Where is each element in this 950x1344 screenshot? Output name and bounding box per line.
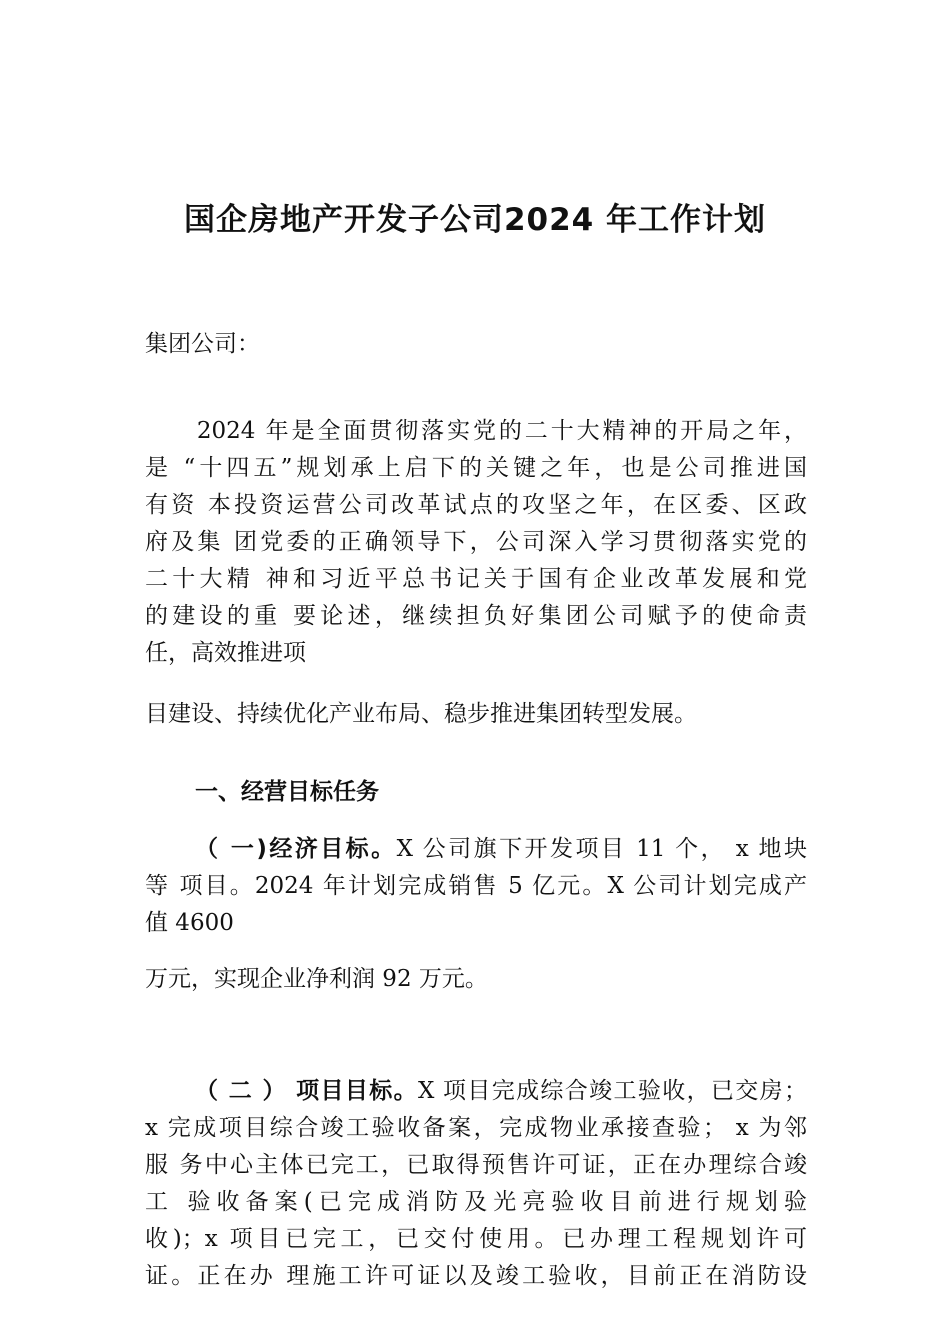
salutation: 集团公司： bbox=[145, 331, 260, 357]
para2-label: （ 二 ） 项目目标。 bbox=[195, 1078, 418, 1104]
document-title: 国企房地产开发子公司2024 年工作计划 bbox=[183, 202, 767, 238]
intro-line-7: 任，高效推进项 bbox=[145, 640, 306, 666]
para2-line-5: 收)；x 项目已完工，已交付使用。已办理工程规划许可 bbox=[145, 1226, 807, 1252]
para2-line-3: 服 务中心主体已完工，已取得预售许可证，正在办理综合竣 bbox=[145, 1152, 807, 1178]
para1-first-rest: X 公司旗下开发项目 11 个， x 地块 bbox=[396, 836, 807, 862]
intro-line-6: 的建设的重 要论述，继续担负好集团公司赋予的使命责 bbox=[145, 603, 807, 629]
intro-line-5: 二十大精 神和习近平总书记关于国有企业改革发展和党 bbox=[145, 566, 807, 592]
para2-first-rest: X 项目完成综合竣工验收，已交房； bbox=[417, 1078, 807, 1104]
intro-line-1: 2024 年是全面贯彻落实党的二十大精神的开局之年， bbox=[145, 418, 807, 444]
para1-label: （ 一)经济目标。 bbox=[195, 836, 397, 862]
para1-line-3: 值 4600 bbox=[145, 910, 234, 936]
para1-line-2: 等 项目。2024 年计划完成销售 5 亿元。X 公司计划完成产 bbox=[145, 873, 807, 899]
intro-line-8: 目建设、持续优化产业布局、稳步推进集团转型发展。 bbox=[145, 701, 697, 727]
para2-line-6: 证。正在办 理施工许可证以及竣工验收，目前正在消防设 bbox=[145, 1263, 807, 1289]
para2-line-2: x 完成项目综合竣工验收备案，完成物业承接查验； x 为邻 bbox=[145, 1115, 807, 1141]
para1-line-4: 万元，实现企业净利润 92 万元。 bbox=[145, 966, 488, 992]
intro-line-3: 有资 本投资运营公司改革试点的攻坚之年，在区委、区政 bbox=[145, 492, 807, 518]
section-heading-1: 一、经营目标任务 bbox=[195, 779, 379, 805]
para2-first-line bbox=[195, 1074, 807, 1108]
intro-line-4: 府及集 团党委的正确领导下，公司深入学习贯彻落实党的 bbox=[145, 529, 807, 555]
para2-line-4: 工 验收备案(已完成消防及光亮验收目前进行规划验 bbox=[145, 1189, 807, 1215]
para1-first-line bbox=[195, 832, 807, 866]
intro-line-2: 是 “十四五”规划承上启下的关键之年，也是公司推进国 bbox=[145, 455, 807, 481]
